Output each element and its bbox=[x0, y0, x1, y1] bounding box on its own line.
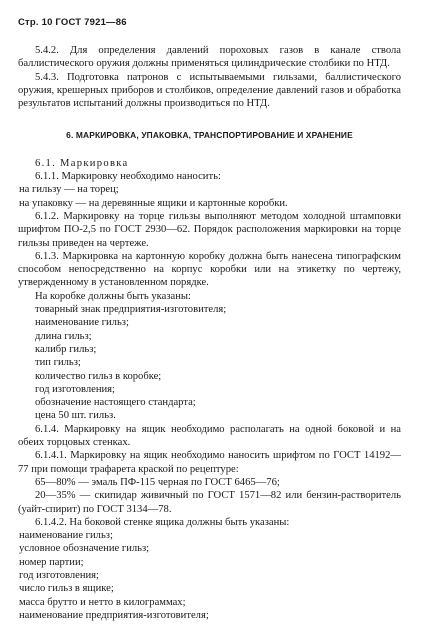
list-item: номер партии; bbox=[19, 556, 84, 568]
paragraph-6-1-4-2: 6.1.4.2. На боковой стенке ящика должны быть указаны: bbox=[35, 516, 290, 528]
list-item: тип гильз; bbox=[35, 357, 81, 369]
list-item: длина гильз; bbox=[35, 330, 92, 342]
section-title: 6. МАРКИРОВКА, УПАКОВКА, ТРАНСПОРТИРОВАНИЕ И ХРАНЕНИЕ bbox=[66, 130, 353, 141]
marking-target-cartridge: на гильзу — на торец; bbox=[19, 184, 119, 196]
list-item: калибр гильз; bbox=[35, 343, 97, 355]
paragraph-6-1-2: 6.1.2. Маркировку на торце гильзы выполняют методом холодной штамповки шрифтом ПО-2,5 по ГОСТ 2930—62. Порядок расположения маркировки на торце гильзы приведен на чертеже. bbox=[18, 210, 401, 249]
list-item: наименование гильз; bbox=[35, 317, 129, 329]
list-item: товарный знак предприятия-изготовителя; bbox=[35, 304, 227, 316]
paragraph-5-4-2: 5.4.2. Для определения давлений пороховых газов в канале ствола баллистического оружия должны применяться цилиндрические столбики по НТД. bbox=[18, 45, 401, 70]
list-item: цена 50 шт. гильз. bbox=[35, 410, 116, 422]
list-item: условное обозначение гильз; bbox=[19, 543, 150, 555]
list-item: количество гильз в коробке; bbox=[35, 370, 162, 382]
recipe-line-solvent: 20—35% — скипидар живичный по ГОСТ 1571—82 или бензин-растворитель (уайт-спирит) по ГОСТ 3134—78. bbox=[18, 490, 401, 515]
paragraph-6-1-4-1: 6.1.4.1. Маркировку на ящик необходимо наносить шрифтом по ГОСТ 14192—77 при помощи трафарета краской по рецептуре: bbox=[18, 450, 401, 475]
list-item: обозначение настоящего стандарта; bbox=[35, 397, 196, 409]
paragraph-6-1-1: 6.1.1. Маркировку необходимо наносить: bbox=[35, 171, 221, 183]
marking-target-package: на упаковку — на деревянные ящики и картонные коробки. bbox=[19, 197, 288, 209]
list-item: год изготовления; bbox=[35, 383, 115, 395]
list-item: наименование предприятия-изготовителя; bbox=[19, 609, 209, 621]
page-body bbox=[18, 44, 401, 622]
list-item: число гильз в ящике; bbox=[19, 583, 114, 595]
subsection-heading-6-1: 6.1. Маркировка bbox=[35, 157, 129, 169]
box-marking-list bbox=[18, 303, 401, 423]
recipe-line-enamel: 65—80% — эмаль ПФ-115 черная по ГОСТ 6465—76; bbox=[35, 476, 280, 488]
paragraph-5-4-3: 5.4.3. Подготовка патронов с испытываемыми гильзами, баллистического оружия, крешерных приборов и столбиков, определение давлений газов и обработка результатов испытаний должны производиться по НТД. bbox=[18, 71, 401, 110]
list-item: год изготовления; bbox=[19, 569, 99, 581]
box-list-intro: На коробке должны быть указаны: bbox=[35, 290, 191, 302]
paragraph-6-1-3: 6.1.3. Маркировка на картонную коробку должна быть нанесена типографским способом непосредственно на корпус коробки или на этикетку по чертежу, утвержденному в установленном порядке. bbox=[18, 250, 401, 289]
page-header: Стр. 10 ГОСТ 7921—86 bbox=[18, 17, 127, 28]
paragraph-6-1-4: 6.1.4. Маркировку на ящик необходимо располагать на одной боковой и на обеих торцовых стенках. bbox=[18, 423, 401, 449]
list-item: масса брутто и нетто в килограммах; bbox=[19, 596, 186, 608]
list-item: наименование гильз; bbox=[19, 530, 113, 542]
crate-marking-list bbox=[18, 529, 401, 622]
